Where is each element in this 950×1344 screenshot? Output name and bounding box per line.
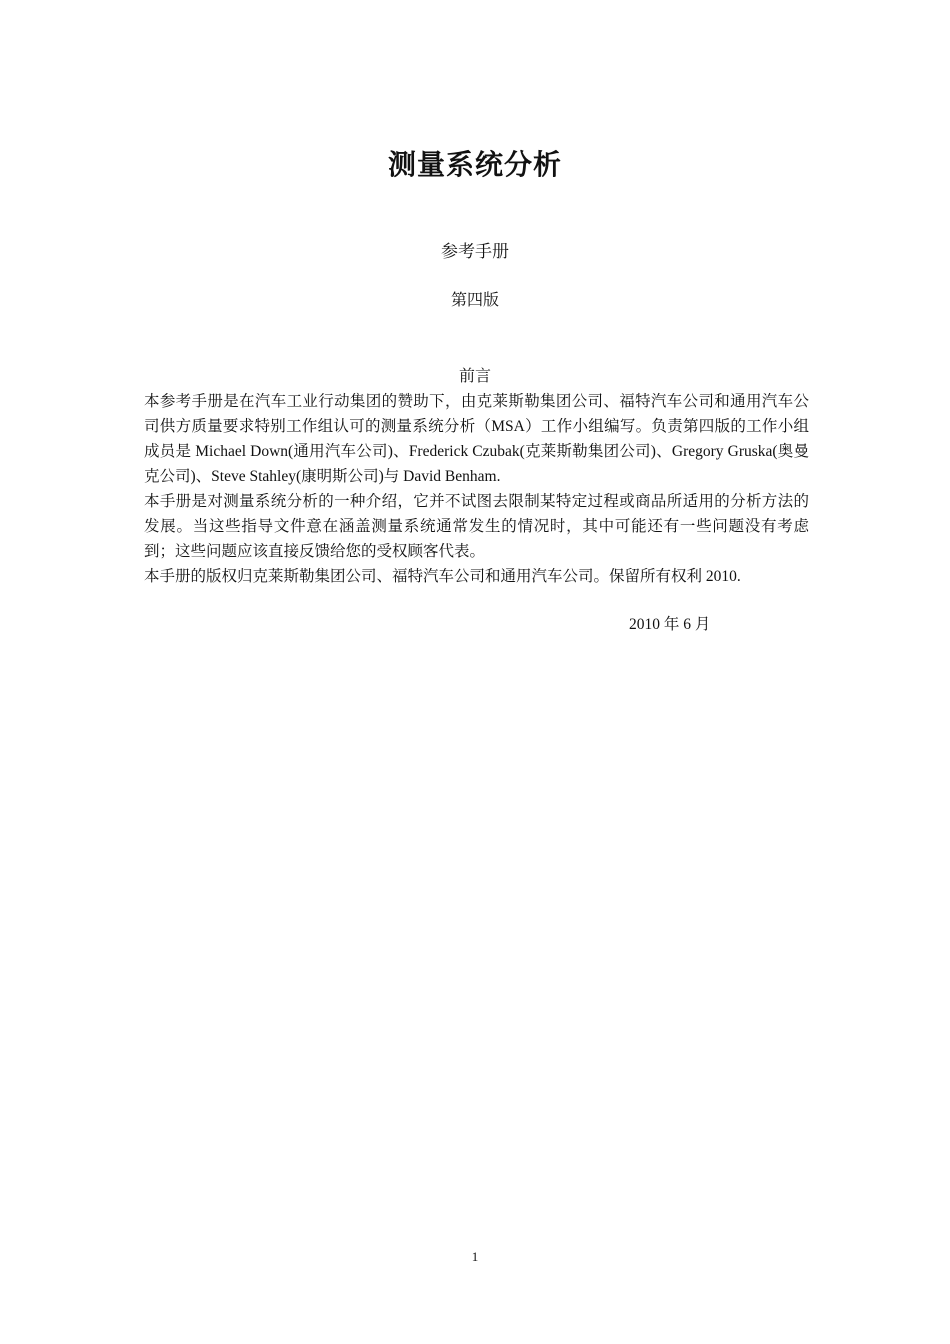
preface-heading: 前言 [458,368,491,385]
page-title: 测量系统分析 [387,150,562,181]
preface-paragraph-copyright: 本手册的版权归克莱斯勒集团公司、福特汽车公司和通用汽车公司。保留所有权利 2010. [144,568,741,585]
edition-label: 第四版 [450,292,499,309]
preface-paragraph-scope: 本手册是对测量系统分析的一种介绍，它并不试图去限制某特定过程或商品所适用的分析方法的发展。当这些指导文件意在涵盖测量系统通常发生的情况时，其中可能还有一些问题没有考虑到；这些问题应该直接反馈给您的受权顾客代表。 [144,493,809,560]
document-subtitle: 参考手册 [441,242,509,261]
preface-body [144,389,809,589]
preface-paragraph-authors: 本参考手册是在汽车工业行动集团的赞助下，由克莱斯勒集团公司、福特汽车公司和通用汽车公司供方质量要求特别工作组认可的测量系统分析（MSA）工作小组编写。负责第四版的工作小组成员是 Michael Down(通用汽车公司)、Frederick Czubak(克莱斯勒集团公司)、Gregory Gruska(奥曼克公司)、Steve Stahley(康明斯公司)与 David Benham. [144,393,809,485]
preface-date: 2010 年 6 月 [629,616,711,633]
page-number: 1 [471,1249,479,1264]
